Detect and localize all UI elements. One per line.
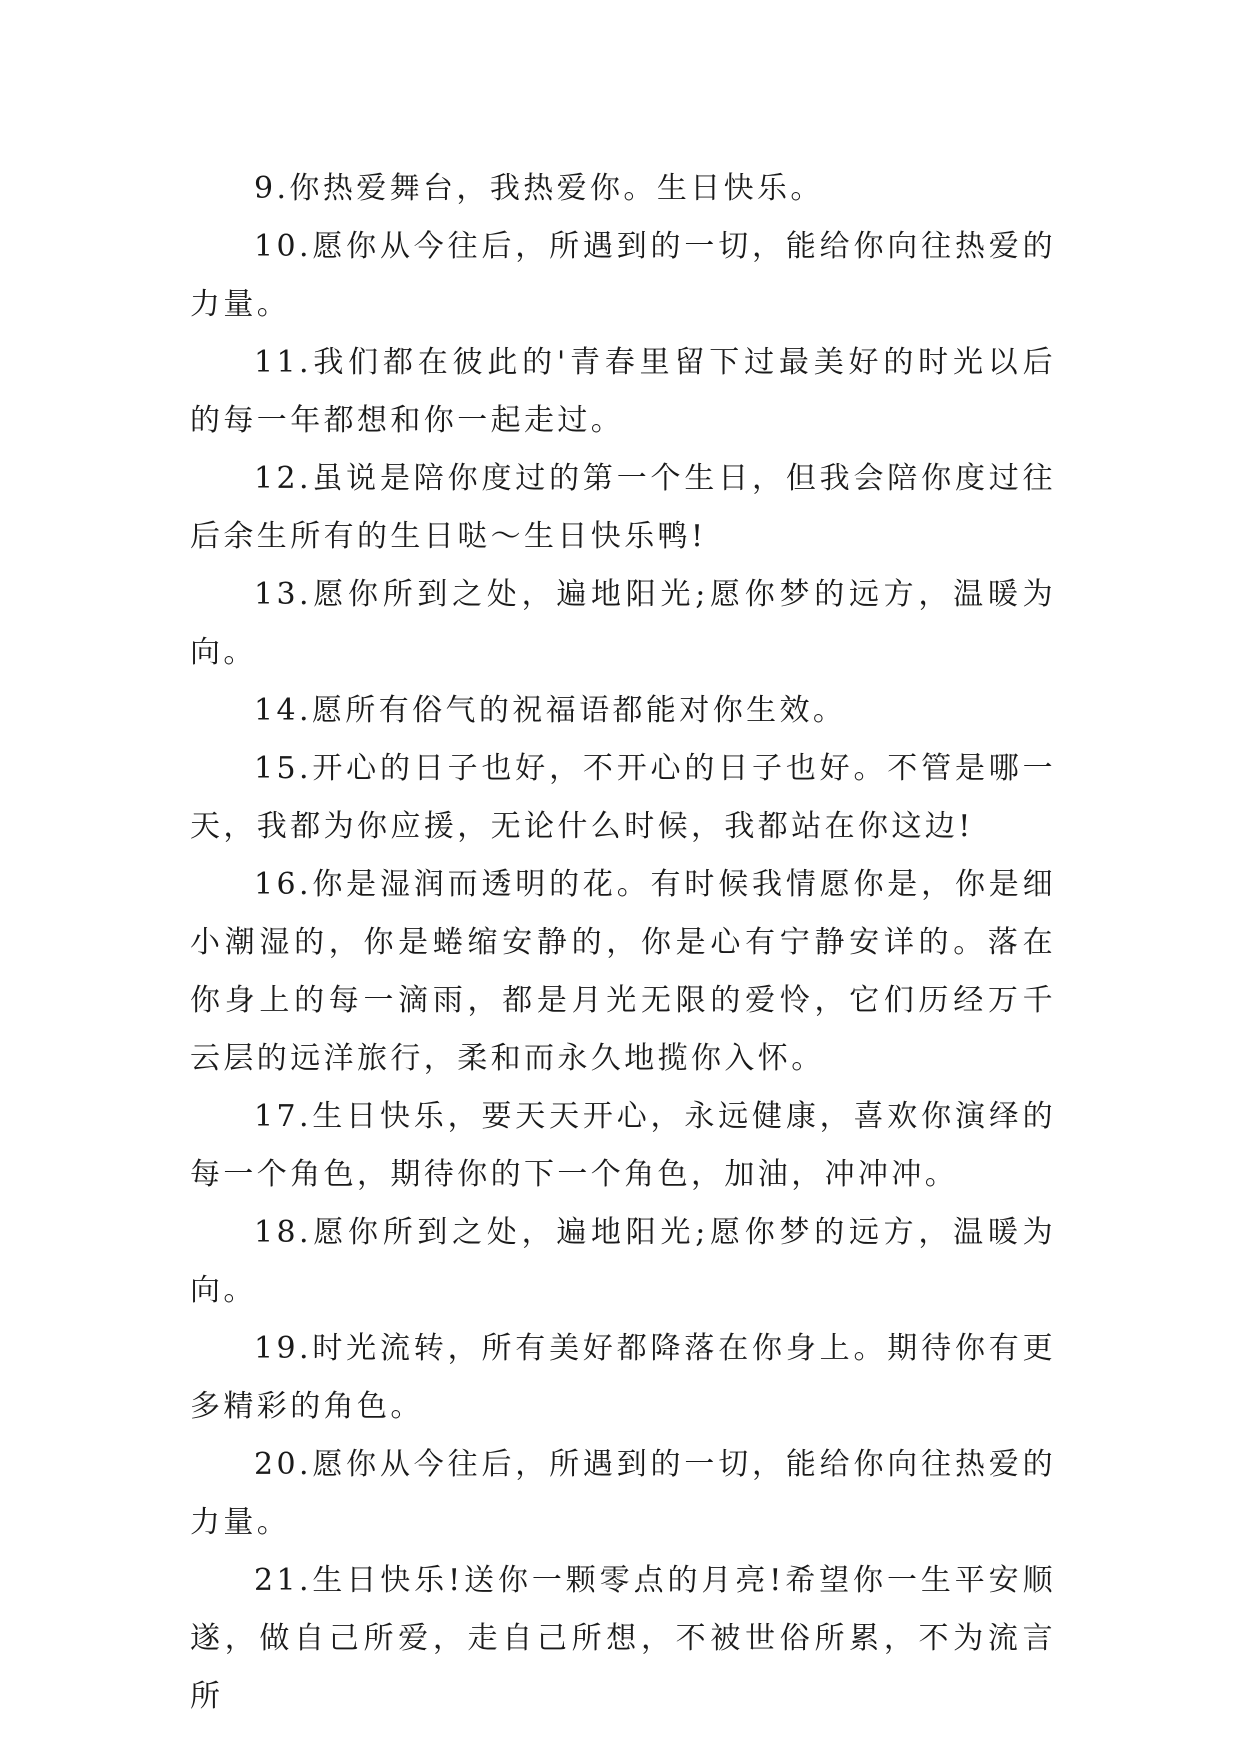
paragraph-9: 9.你热爱舞台，我热爱你。生日快乐。 — [254, 171, 824, 206]
paragraph-17: 17.生日快乐，要天天开心，永远健康，喜欢你演绎的每一个角色，期待你的下一个角色，加油，冲冲冲。 — [190, 1099, 1056, 1192]
paragraph-12: 12.虽说是陪你度过的第一个生日，但我会陪你度过往后余生所有的生日哒～生日快乐鸭! — [190, 461, 1056, 554]
document-body — [190, 160, 1056, 1726]
paragraph-21: 21.生日快乐!送你一颗零点的月亮!希望你一生平安顺遂，做自己所爱，走自己所想，不被世俗所累，不为流言所 — [190, 1563, 1056, 1714]
paragraph-16: 16.你是湿润而透明的花。有时候我情愿你是，你是细小潮湿的，你是蜷缩安静的，你是心有宁静安详的。落在你身上的每一滴雨，都是月光无限的爱怜，它们历经万千云层的远洋旅行，柔和而永久地揽你入怀。 — [190, 867, 1056, 1076]
paragraph-20: 20.愿你从今往后，所遇到的一切，能给你向往热爱的力量。 — [190, 1447, 1056, 1540]
paragraph-19: 19.时光流转，所有美好都降落在你身上。期待你有更多精彩的角色。 — [190, 1331, 1056, 1424]
paragraph-15: 15.开心的日子也好，不开心的日子也好。不管是哪一天，我都为你应援，无论什么时候，我都站在你这边! — [190, 751, 1056, 844]
paragraph-10: 10.愿你从今往后，所遇到的一切，能给你向往热爱的力量。 — [190, 229, 1056, 322]
paragraph-18: 18.愿你所到之处，遍地阳光;愿你梦的远方，温暖为向。 — [190, 1215, 1056, 1308]
paragraph-11: 11.我们都在彼此的'青春里留下过最美好的时光以后的每一年都想和你一起走过。 — [190, 345, 1056, 438]
paragraph-13: 13.愿你所到之处，遍地阳光;愿你梦的远方，温暖为向。 — [190, 577, 1056, 670]
paragraph-14: 14.愿所有俗气的祝福语都能对你生效。 — [254, 693, 847, 728]
